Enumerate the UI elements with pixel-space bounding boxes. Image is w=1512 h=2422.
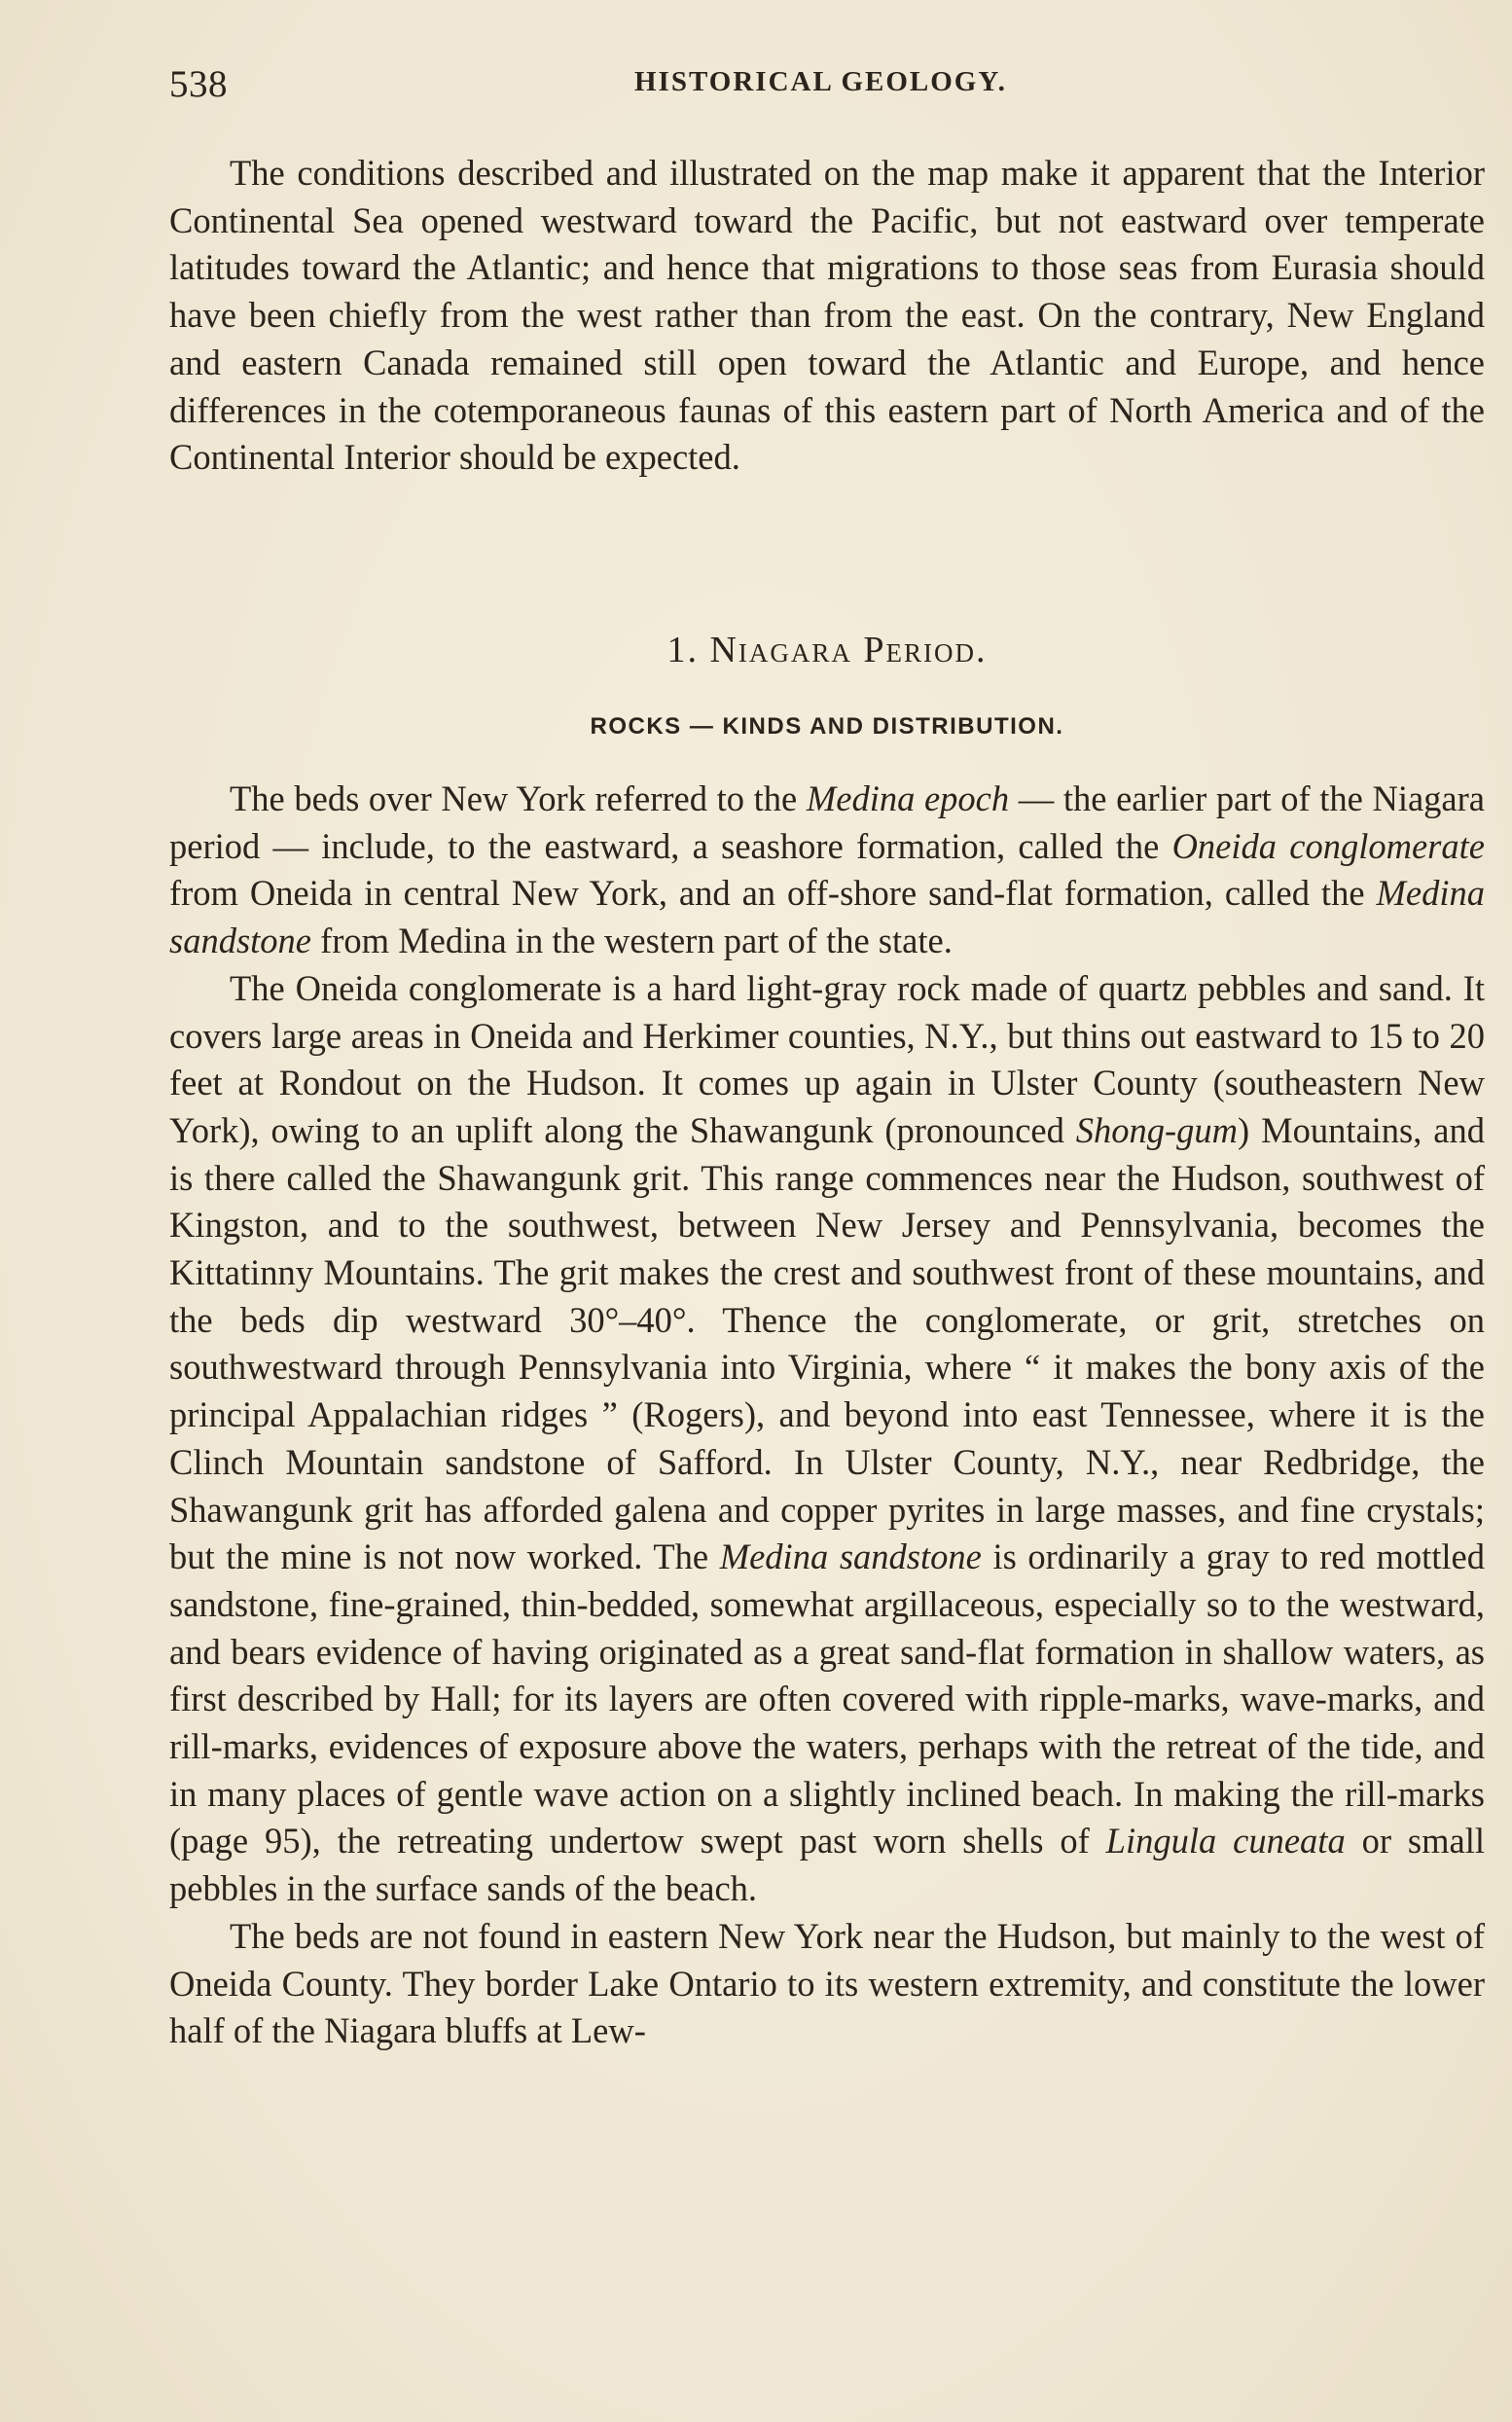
term-lingula-cuneata: Lingula cuneata xyxy=(1105,1821,1346,1862)
term-shong-gum: Shong-gum xyxy=(1075,1109,1239,1150)
intro-block xyxy=(169,150,1485,482)
page-number: 538 xyxy=(169,63,228,105)
subsection-heading: ROCKS — KINDS AND DISTRIBUTION. xyxy=(590,713,1064,740)
term-medina-sandstone: Medina sandstone xyxy=(169,873,1485,961)
section-title: Niagara Period. xyxy=(709,630,988,670)
section-heading xyxy=(169,629,1485,671)
intro-paragraph: The conditions described and illustrated on the map make it apparent that the Interior Continental Sea opened westward toward the Pacific, but not eastward over temperate latitudes toward the Atlantic; and hence that migrations to those seas from Eurasia should have been chiefly from the west rather than from the east. On the contrary, New England and eastern Canada remained still open toward the Atlantic and Europe, and hence differences in the cotemporaneous faunas of this eastern part of North America and of the Continental Interior should be expected. xyxy=(169,153,1485,478)
paragraph-oneida-conglomerate: The Oneida conglomerate is a hard light-gray rock made of quartz pebbles and sand. It covers large areas in Oneida and Herkimer counties, N.Y., but thins out eastward to 15 to 20 feet at Rondout on the Hudson. It comes up again in Ulster County (southeastern New York), owing to an uplift along the Shawangunk (pronounced Shong-gum) Mountains, and is there called the Shawangunk grit. This range commences near the Hudson, southwest of Kingston, and to the southwest, between New Jersey and Pennsylvania, becomes the Kittatinny Mountains. The grit makes the crest and southwest front of these mountains, and the beds dip westward 30°–40°. Thence the conglomerate, or grit, stretches on southwestward through Pennsylvania into Virginia, where “ it makes the bony axis of the principal Appalachian ridges ” (Rogers), and beyond into east Tennessee, where it is the Clinch Mountain sandstone of Safford. In Ulster County, N.Y., near Redbridge, the Shawangunk grit has afforded galena and copper pyrites in large masses, and fine crystals; but the mine is not now worked. The Medina sandstone is ordinarily a gray to red mottled sandstone, fine-grained, thin-bedded, somewhat argillaceous, especially so to the westward, and bears evidence of having originated as a great sand-flat formation in shallow waters, as first described by Hall; for its layers are often covered with ripple-marks, wave-marks, and rill-marks, evidences of exposure above the waters, perhaps with the retreat of the tide, and in many places of gentle wave action on a slightly inclined beach. In making the rill-marks (page 95), the retreating undertow swept past worn shells of Lingula cuneata or small pebbles in the surface sands of the beach. xyxy=(169,967,1486,1909)
term-oneida-conglomerate: Oneida conglomerate xyxy=(1171,825,1485,866)
term-medina-sandstone-2: Medina sandstone xyxy=(719,1536,982,1577)
running-head: HISTORICAL GEOLOGY. xyxy=(634,66,1007,97)
page-header xyxy=(169,56,1485,115)
main-text-block xyxy=(169,776,1485,2055)
paragraph-beds-distribution: The beds are not found in eastern New York near the Hudson, but mainly to the west of Oneida County. They border Lake Ontario to its western extremity, and constitute the lower half of the Niagara bluffs at Lew- xyxy=(169,1915,1485,2051)
paragraph-medina-epoch: The beds over New York referred to the Medina epoch — the earlier part of the Niagara period — include, to the eastward, a seashore formation, called the Oneida conglomerate from Oneida in central New York, and an off-shore sand-flat formation, called the Medina sandstone from Medina in the western part of the state. xyxy=(169,778,1485,961)
section-number: 1. xyxy=(666,630,699,670)
term-medina-epoch: Medina epoch xyxy=(806,778,1010,818)
